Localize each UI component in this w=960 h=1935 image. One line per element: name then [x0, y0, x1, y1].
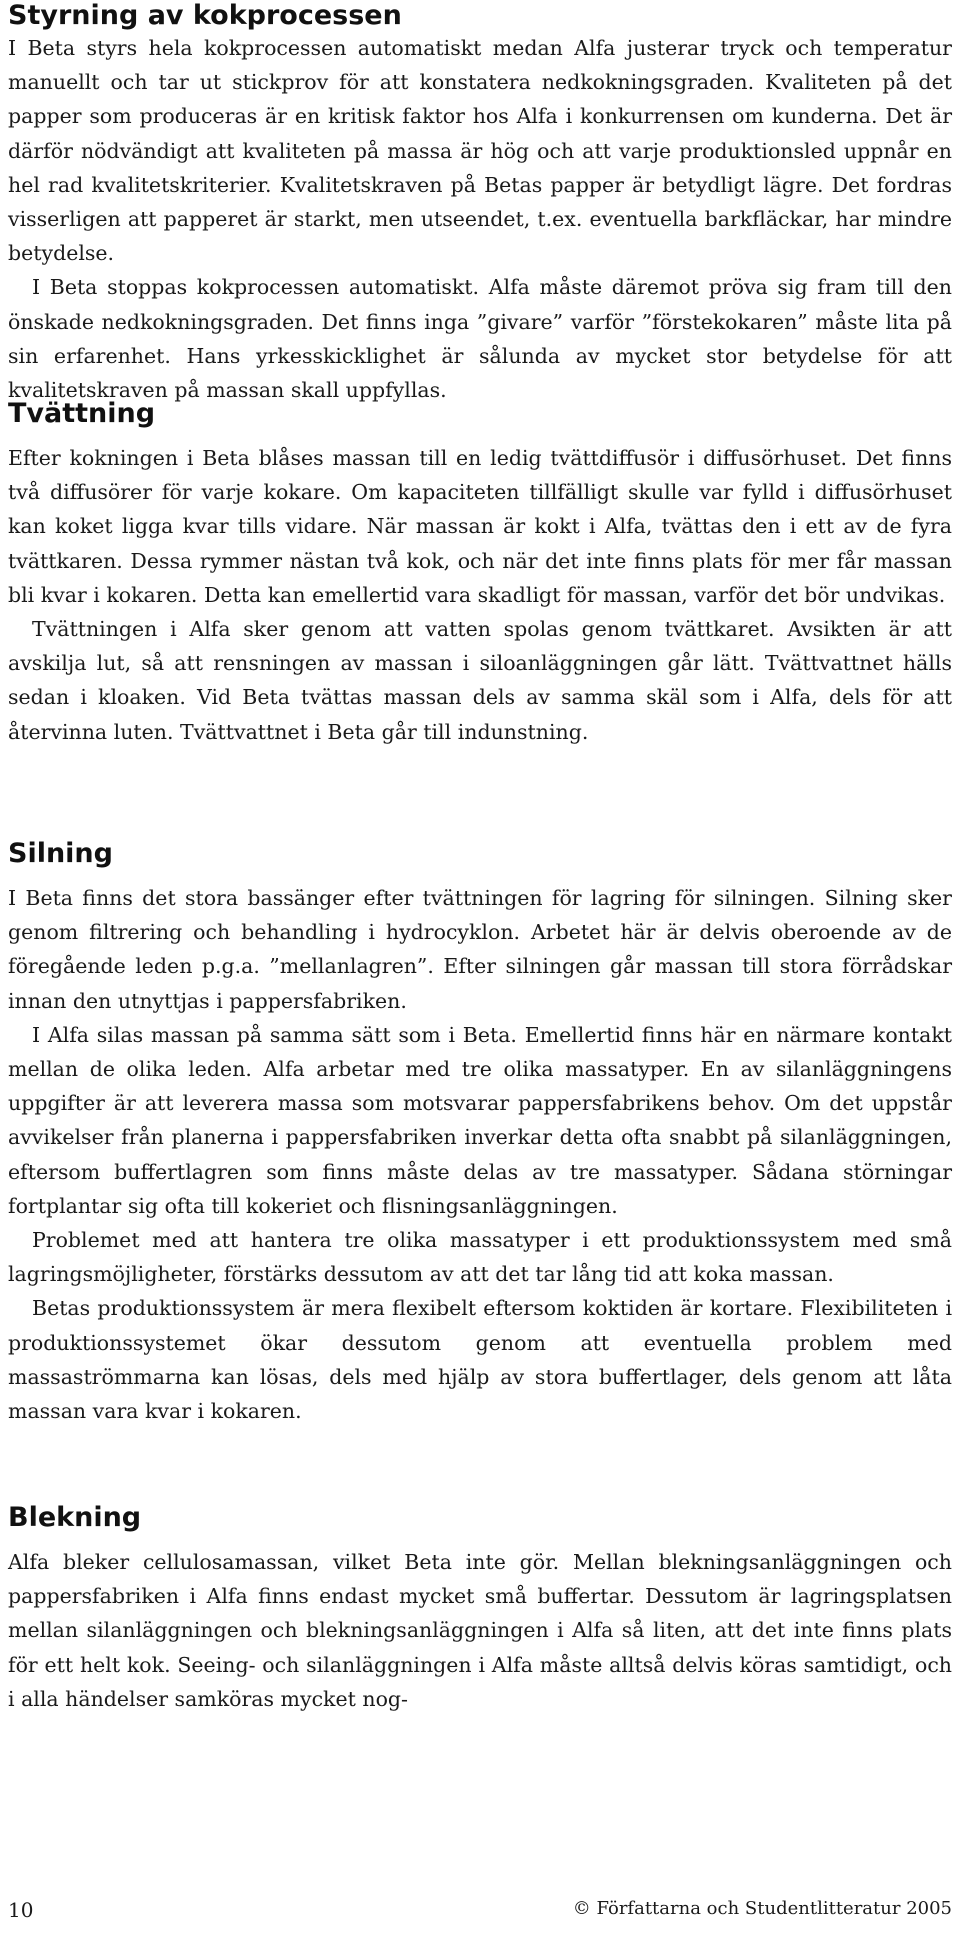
paragraph: Alfa bleker cellulosamassan, vilket Beta inte gör. Mellan blekningsanläggningen och pappersfabriken i Alfa finns endast mycket små buffertar. Dessutom är lagringsplatsen mellan silanläggningen och blekningsanläggningen i Alfa så liten, att det inte finns plats för ett helt kok. Seeing- och silanläggningen i Alfa måste alltså delvis köras samtidigt, och i alla händelser samköras mycket nog- [8, 1550, 952, 1711]
section-heading: Styrning av kokprocessen [8, 0, 402, 31]
copyright-notice: © Författarna och Studentlitteratur 2005 [572, 1898, 952, 1919]
paragraph: I Beta stoppas kokprocessen automatiskt. Alfa måste däremot pröva sig fram till den önskade nedkokningsgraden. Det finns inga ”givare” varför ”förstekokaren” måste lita på sin erfarenhet. Hans yrkesskicklighet är sålunda av mycket stor betydelse för att kvalitetskraven på massan skall uppfyllas. [8, 275, 952, 403]
section-heading: Tvättning [8, 398, 156, 429]
paragraph: Tvättningen i Alfa sker genom att vatten spolas genom tvättkaret. Avsikten är att avskilja lut, så att rensningen av massan i siloanläggningen går lätt. Tvättvattnet hälls sedan i kloaken. Vid Beta tvättas massan dels av samma skäl som i Alfa, dels för att återvinna luten. Tvättvattnet i Beta går till indunstning. [8, 617, 952, 744]
section-silning [8, 838, 952, 1428]
paragraph: Problemet med att hantera tre olika massatyper i ett produktionssystem med små lagringsmöjligheter, förstärks dessutom av att det tar lång tid att koka massan. [8, 1228, 952, 1287]
paragraph: Betas produktionssystem är mera flexibelt eftersom koktiden är kortare. Flexibiliteten i produktionssystemet ökar dessutom genom att eventuella problem med massaströmmarna kan lösas, dels med hjälp av stora buffertlager, dels genom att låta massan vara kvar i kokaren. [8, 1296, 952, 1424]
page-footer [8, 1898, 952, 1922]
paragraph: I Alfa silas massan på samma sätt som i Beta. Emellertid finns här en närmare kontakt mellan de olika leden. Alfa arbetar med tre olika massatyper. En av silanläggningens uppgifter är att leverera massa som motsvarar pappersfabrikens behov. Om det uppstår avvikelser från planerna i pappersfabriken inverkar detta ofta snabbt på silanläggningen, eftersom buffertlagren som finns måste delas av tre massatyper. Sådana störningar fortplantar sig ofta till kokeriet och flisningsanläggningen. [8, 1022, 952, 1218]
section-styrning [8, 0, 952, 407]
section-tvattning [8, 398, 952, 749]
section-heading: Blekning [8, 1502, 142, 1533]
section-blekning [8, 1502, 952, 1716]
section-heading: Silning [8, 838, 113, 869]
paragraph: Efter kokningen i Beta blåses massan till en ledig tvättdiffusör i diffusörhuset. Det finns två diffusörer för varje kokare. Om kapaciteten tillfälligt skulle var fylld i diffusörhuset kan koket ligga kvar tills vidare. När massan är kokt i Alfa, tvättas den i ett av de fyra tvättkaren. Dessa rymmer nästan två kok, och när det inte finns plats för mer får massan bli kvar i kokaren. Detta kan emellertid vara skadligt för massan, varför det bör undvikas. [8, 446, 952, 607]
page-number: 10 [8, 1898, 34, 1922]
paragraph: I Beta styrs hela kokprocessen automatiskt medan Alfa justerar tryck och temperatur manuellt och tar ut stickprov för att konstatera nedkokningsgraden. Kvaliteten på det papper som produceras är en kritisk faktor hos Alfa i konkurrensen om kunderna. Det är därför nödvändigt att kvaliteten på massa är hög och att varje produktionsled uppnår en hel rad kvalitetskriterier. Kvalitetskraven på Betas papper är betydligt lägre. Det fordras visserligen att papperet är starkt, men utseendet, t.ex. eventuella barkfläckar, har mindre betydelse. [8, 36, 952, 266]
paragraph: I Beta finns det stora bassänger efter tvättningen för lagring för silningen. Silning sker genom filtrering och behandling i hydrocyklon. Arbetet här är delvis oberoende av de föregående leden p.g.a. ”mellanlagren”. Efter silningen går massan till stora förrådskar innan den utnyttjas i pappersfabriken. [8, 886, 952, 1013]
